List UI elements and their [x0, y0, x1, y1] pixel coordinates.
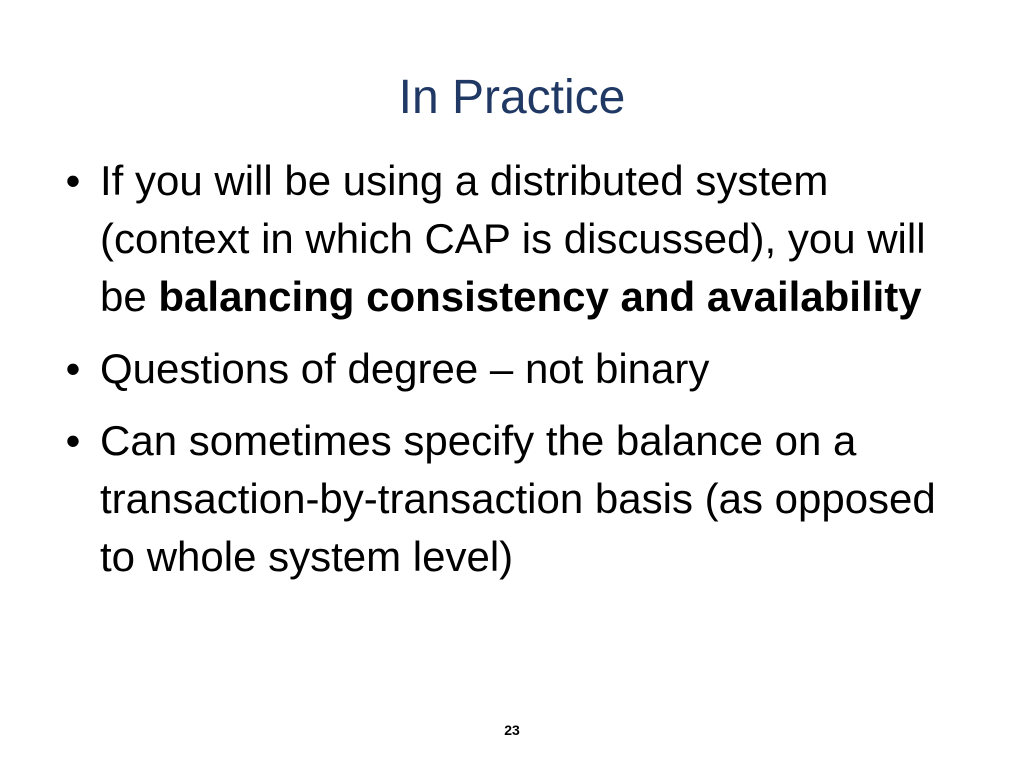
bullet-text: Can sometimes specify the balance on a transaction-by-transaction basis (as opposed to whole system level) — [100, 417, 936, 580]
bullet-text-bold: balancing consistency and availability — [158, 273, 922, 320]
bullet-marker: • — [65, 345, 81, 392]
bullet-item — [56, 412, 976, 586]
bullet-text: Questions of degree – not binary — [100, 345, 710, 392]
slide-title: In Practice — [398, 71, 626, 124]
bullet-marker: • — [65, 157, 81, 204]
bullet-list — [56, 152, 976, 600]
bullet-item — [56, 152, 976, 326]
bullet-item — [56, 340, 976, 398]
page-number: 23 — [504, 722, 520, 738]
bullet-text: If you will be using a distributed system (context in which CAP is discussed), you will be — [100, 157, 926, 320]
bullet-marker: • — [65, 417, 81, 464]
